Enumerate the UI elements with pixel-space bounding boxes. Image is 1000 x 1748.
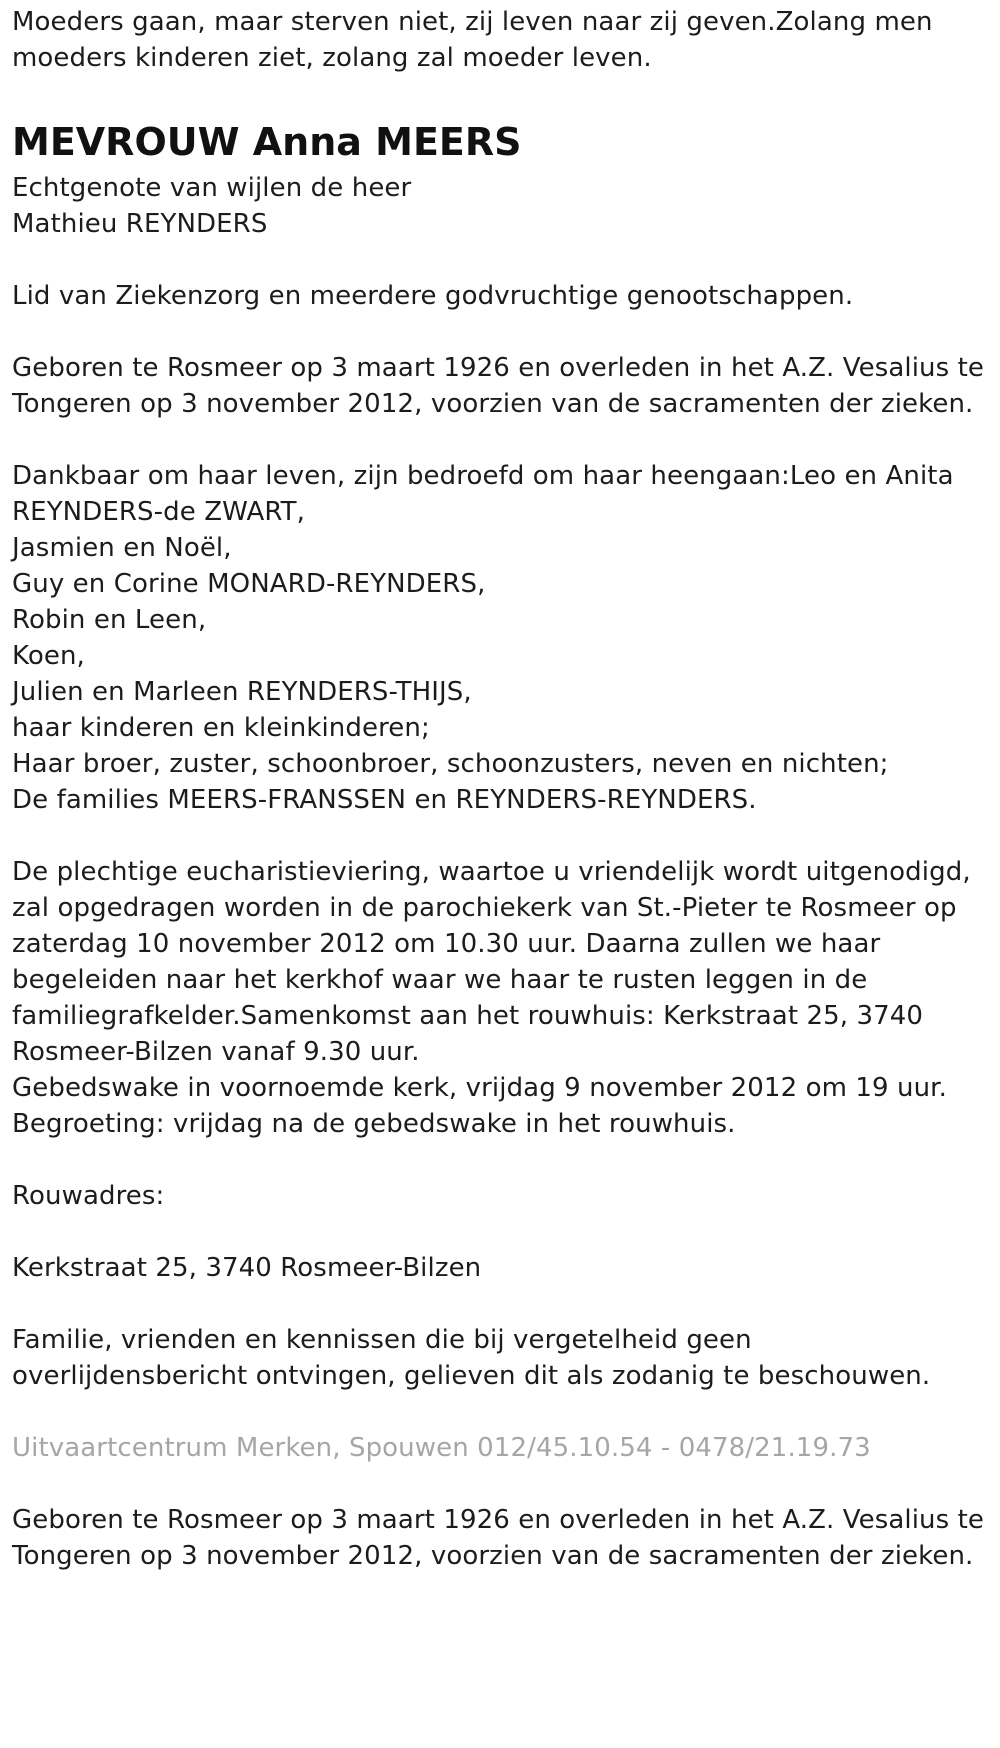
ceremony-line: De plechtige eucharistieviering, waartoe u vriendelijk wordt uitgenodigd, <box>12 857 971 887</box>
epigraph-line: moeders kinderen ziet, zolang zal moeder leven. <box>12 43 652 73</box>
birth-death-line: Geboren te Rosmeer op 3 maart 1926 en overleden in het A.Z. Vesalius te <box>12 1505 985 1535</box>
epigraph <box>12 4 988 76</box>
spouse-info <box>12 170 988 242</box>
ceremony-line: Begroeting: vrijdag na de gebedswake in het rouwhuis. <box>12 1109 736 1139</box>
birth-death-line: Geboren te Rosmeer op 3 maart 1926 en overleden in het A.Z. Vesalius te <box>12 353 985 383</box>
spouse-line: Echtgenote van wijlen de heer <box>12 173 412 203</box>
mourners-line: REYNDERS-de ZWART, <box>12 497 305 527</box>
spouse-name: Mathieu REYNDERS <box>12 209 268 239</box>
ceremony-line: zaterdag 10 november 2012 om 10.30 uur. Daarna zullen we haar <box>12 929 881 959</box>
ceremony-line: begeleiden naar het kerkhof waar we haar te rusten leggen in de <box>12 965 868 995</box>
notice-line: Familie, vrienden en kennissen die bij vergetelheid geen <box>12 1325 752 1355</box>
ceremony-line: familiegrafkelder.Samenkomst aan het rouwhuis: Kerkstraat 25, 3740 <box>12 1001 924 1031</box>
membership-text: Lid van Ziekenzorg en meerdere godvruchtige genootschappen. <box>12 281 854 311</box>
address-label: Rouwadres: <box>12 1181 165 1211</box>
notice-line: overlijdensbericht ontvingen, gelieven dit als zodanig te beschouwen. <box>12 1361 931 1391</box>
address-value: Kerkstraat 25, 3740 Rosmeer-Bilzen <box>12 1253 482 1283</box>
mourners-line: De families MEERS-FRANSSEN en REYNDERS-REYNDERS. <box>12 785 757 815</box>
mourners-line: haar kinderen en kleinkinderen; <box>12 713 430 743</box>
mourners-line: Haar broer, zuster, schoonbroer, schoonzusters, neven en nichten; <box>12 749 889 779</box>
mourners-line: Koen, <box>12 641 85 671</box>
birth-death-repeat-text <box>12 1502 988 1574</box>
ceremony-line: Gebedswake in voornoemde kerk, vrijdag 9 november 2012 om 19 uur. <box>12 1073 947 1103</box>
mourners-line: Robin en Leen, <box>12 605 207 635</box>
ceremony-text <box>12 854 988 1142</box>
birth-death-line: Tongeren op 3 november 2012, voorzien van de sacramenten der zieken. <box>12 389 974 419</box>
birth-death-text <box>12 350 988 422</box>
mourners-line: Jasmien en Noël, <box>12 533 232 563</box>
mourners-line: Guy en Corine MONARD-REYNDERS, <box>12 569 486 599</box>
notice-text <box>12 1322 988 1394</box>
mourners-list <box>12 458 988 818</box>
mourners-line: Dankbaar om haar leven, zijn bedroefd om haar heengaan:Leo en Anita <box>12 461 954 491</box>
deceased-name: MEVROUW Anna MEERS <box>12 120 522 164</box>
epigraph-line: Moeders gaan, maar sterven niet, zij leven naar zij geven.Zolang men <box>12 7 933 37</box>
ceremony-line: Rosmeer-Bilzen vanaf 9.30 uur. <box>12 1037 420 1067</box>
mourners-line: Julien en Marleen REYNDERS-THIJS, <box>12 677 472 707</box>
ceremony-line: zal opgedragen worden in de parochiekerk van St.-Pieter te Rosmeer op <box>12 893 957 923</box>
funeral-home-info: Uitvaartcentrum Merken, Spouwen 012/45.10.54 - 0478/21.19.73 <box>12 1433 871 1463</box>
birth-death-line: Tongeren op 3 november 2012, voorzien van de sacramenten der zieken. <box>12 1541 974 1571</box>
